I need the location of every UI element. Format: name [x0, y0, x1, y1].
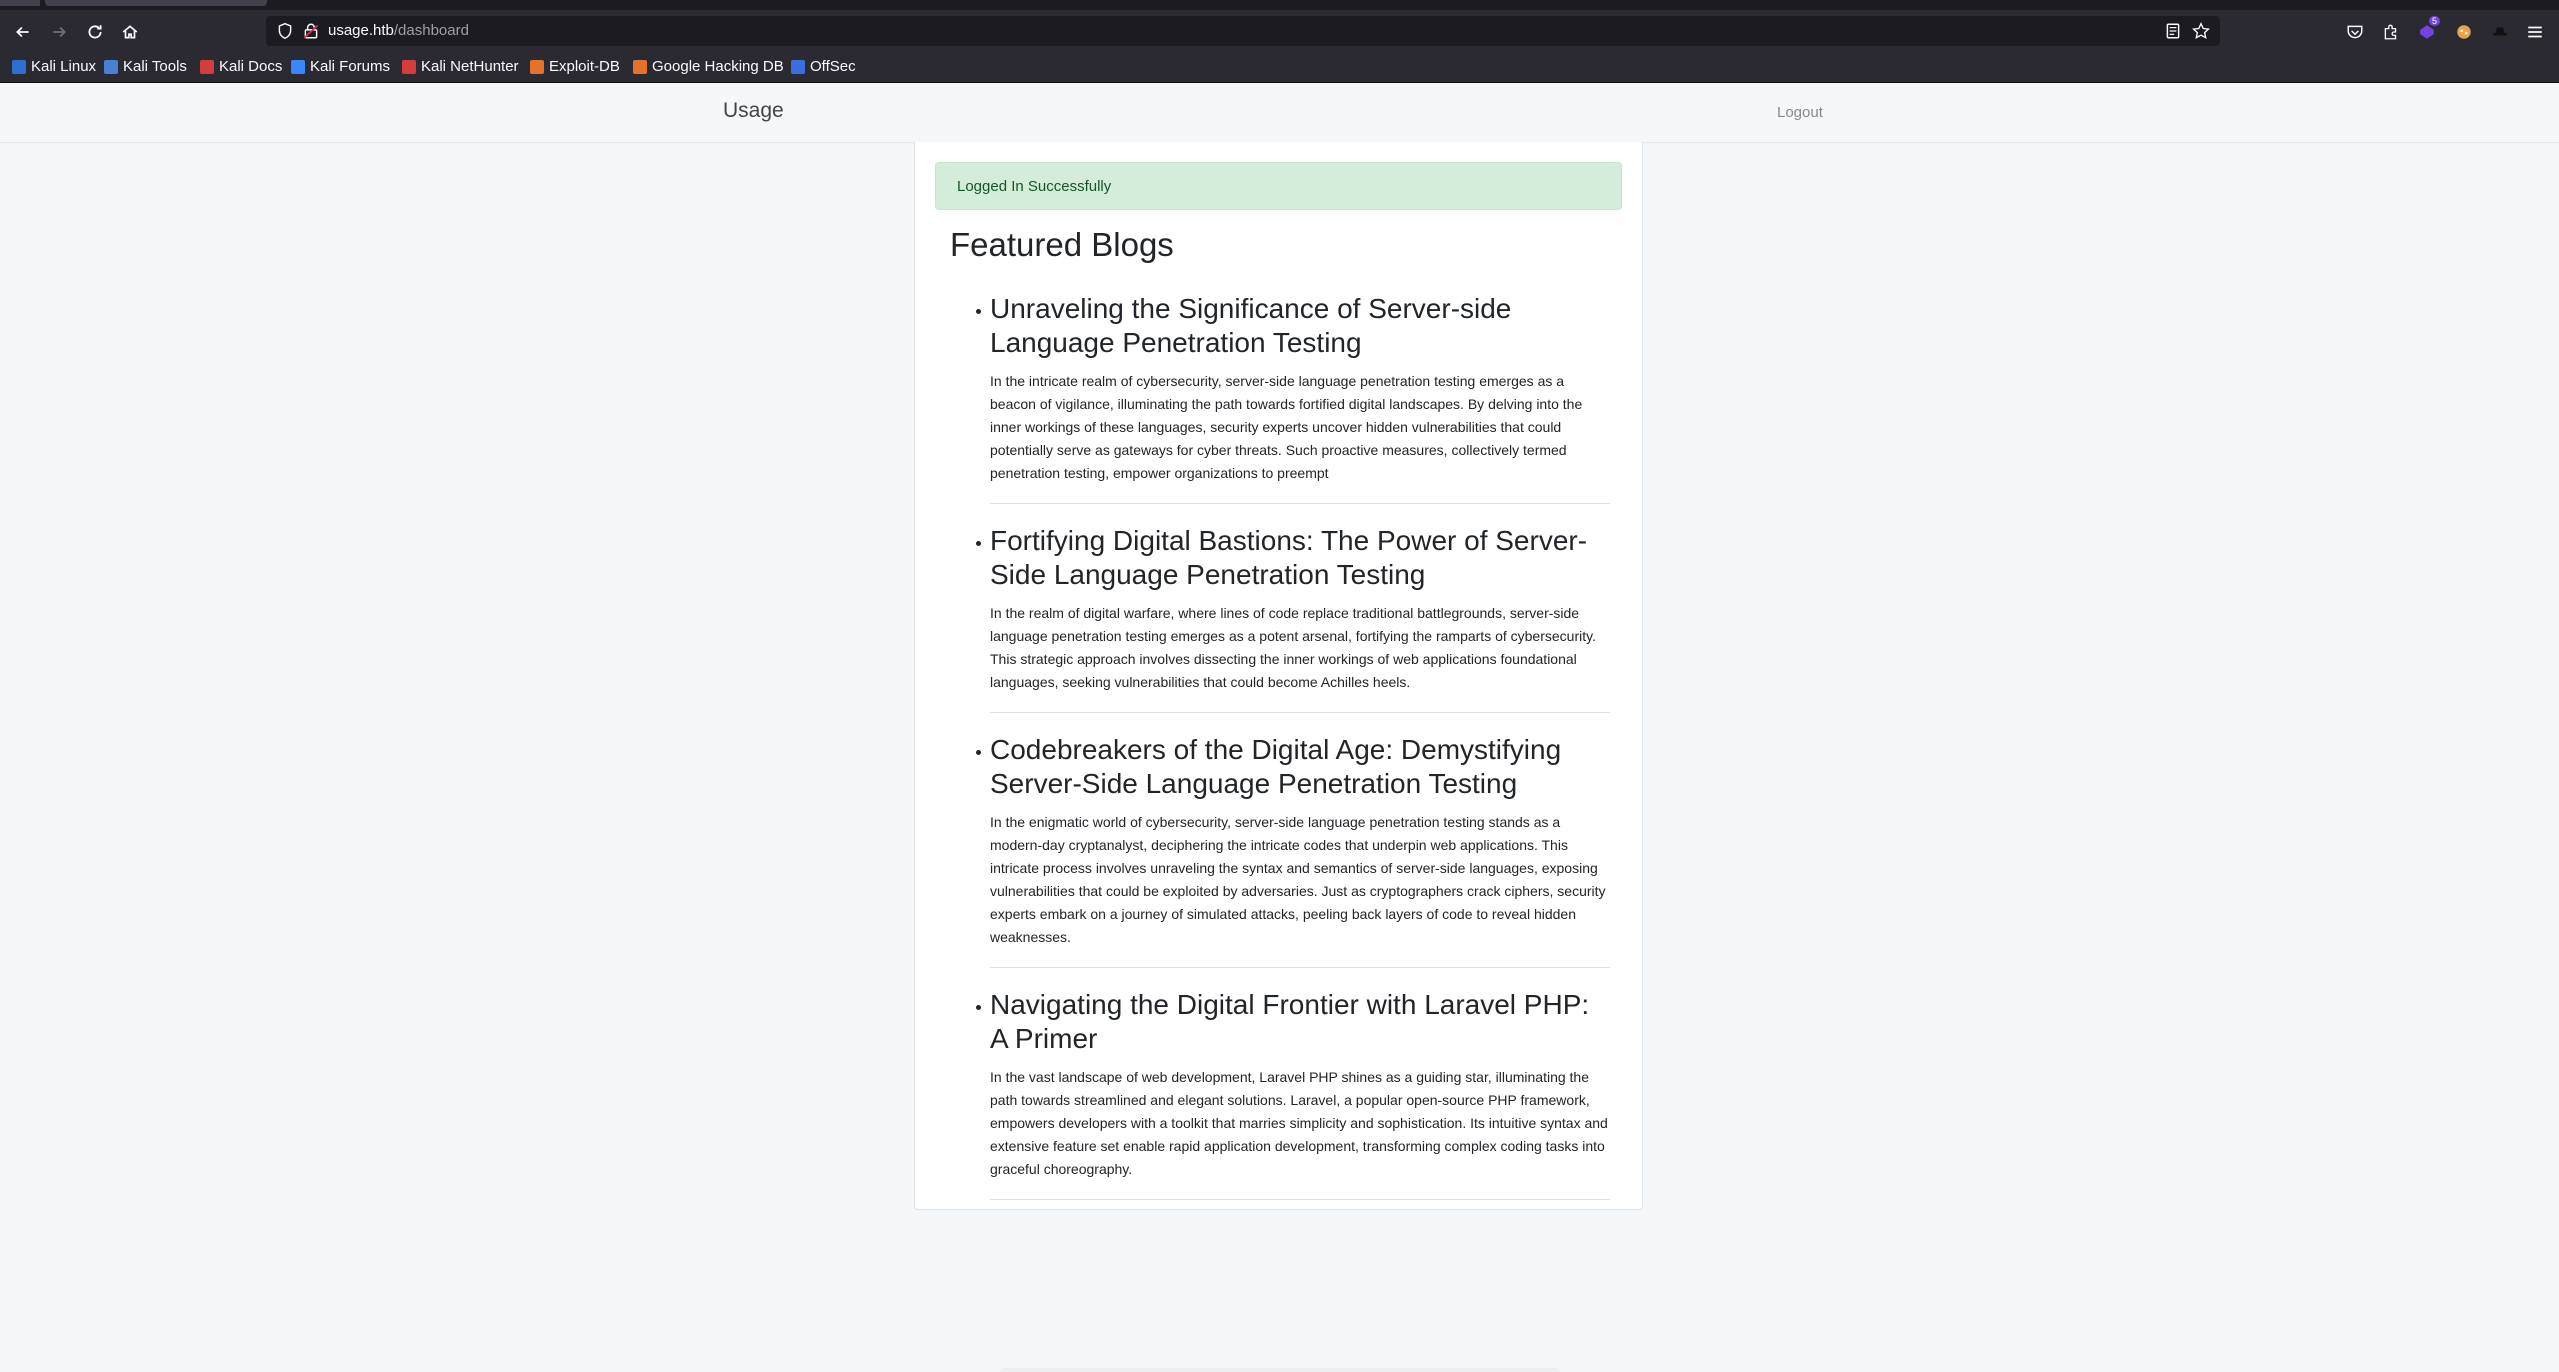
- blog-list: [990, 292, 1610, 1220]
- blog-post-title: Codebreakers of the Digital Age: Demystifying Server-Side Language Penetration Testing: [990, 734, 1562, 799]
- extensions-button[interactable]: [2377, 18, 2405, 46]
- home-icon: [121, 23, 139, 41]
- blog-post: [990, 733, 1610, 968]
- blog-post-body: In the vast landscape of web development, Laravel PHP shines as a guiding star, illuminating the path towards streamlined and elegant solutions. Laravel, a popular open-source PHP framework, empowers developers with a toolkit that marries simplicity and sophistication. Its intuitive syntax and extensive feature set enable rapid application development, transforming complex coding tasks into graceful choreography.: [990, 1069, 1608, 1177]
- exploit-db-icon: [530, 60, 544, 74]
- site-navbar: [0, 83, 2559, 143]
- kali-nethunter-icon: [402, 60, 416, 74]
- site-brand-link[interactable]: Usage: [723, 99, 784, 122]
- bookmark-label: Kali Docs: [219, 58, 283, 75]
- lock-insecure-icon[interactable]: [302, 22, 320, 40]
- url-host: usage.htb: [328, 22, 394, 39]
- bookmark-kali-docs[interactable]: [200, 58, 282, 75]
- blog-post-body: In the enigmatic world of cybersecurity, server-side language penetration testing stands as a modern-day cryptanalyst, deciphering the intricate codes that underpin web applications. This intricate process involves unraveling the syntax and semantics of server-side languages, exposing vulnerabilities that could be exploited by adversaries. Just as cryptographers crack ciphers, security experts embark on a journey of simulated attacks, peeling back layers of code to reveal hidden weaknesses.: [990, 814, 1606, 945]
- bookmark-label: Google Hacking DB: [652, 58, 784, 75]
- extension-foxyproxy-button[interactable]: [2413, 18, 2441, 46]
- extension-orange-icon: [2455, 23, 2473, 41]
- pocket-button[interactable]: [2341, 18, 2369, 46]
- success-alert: [935, 162, 1622, 210]
- alert-message: Logged In Successfully: [957, 178, 1112, 195]
- reload-icon: [86, 23, 104, 41]
- url-path: /dashboard: [393, 22, 469, 39]
- bookmark-label: Kali Tools: [123, 58, 187, 75]
- blog-post-title: Unraveling the Significance of Server-side Language Penetration Testing: [990, 293, 1512, 358]
- pocket-icon: [2346, 23, 2364, 41]
- offsec-icon: [791, 60, 805, 74]
- bookmark-kali-forums[interactable]: [291, 58, 390, 75]
- extension-badge: 5: [2429, 16, 2440, 26]
- kali-tools-icon: [104, 60, 118, 74]
- kali-docs-icon: [200, 60, 214, 74]
- hamburger-menu-icon: [2526, 23, 2544, 41]
- bookmarks-toolbar: [0, 52, 2559, 83]
- blog-post: [990, 988, 1610, 1200]
- forward-arrow-icon: [50, 23, 68, 41]
- dashboard-card: [914, 142, 1643, 1210]
- bookmark-offsec[interactable]: [791, 58, 856, 75]
- footer-edge: [1000, 1368, 1560, 1372]
- kali-dragon-icon: [12, 60, 26, 74]
- shield-icon[interactable]: [276, 22, 294, 40]
- browser-toolbar: [0, 10, 2559, 52]
- bookmark-kali-tools[interactable]: [104, 58, 187, 75]
- extension-hat-icon: [2491, 23, 2509, 41]
- blog-post: [990, 292, 1610, 504]
- back-arrow-icon: [14, 23, 32, 41]
- bookmark-label: OffSec: [810, 58, 856, 75]
- forward-button[interactable]: [45, 18, 73, 46]
- blog-post-body: In the intricate realm of cybersecurity, server-side language penetration testing emerges as a beacon of vigilance, illuminating the path towards fortified digital landscapes. By delving into the inner workings of these languages, security experts uncover hidden vulnerabilities that could potentially serve as gateways for cyber threats. Such proactive measures, collectively termed penetration testing, empower organizations to preempt: [990, 373, 1583, 481]
- bookmark-label: Kali Linux: [31, 58, 97, 75]
- url-bar[interactable]: [266, 16, 2220, 46]
- blog-post-title: Fortifying Digital Bastions: The Power of Server-Side Language Penetration Testing: [990, 525, 1588, 590]
- logout-link[interactable]: Logout: [1777, 104, 1823, 121]
- bookmark-label: Kali Forums: [310, 58, 391, 75]
- bookmark-exploit-db[interactable]: [530, 58, 620, 75]
- blog-post-body: In the realm of digital warfare, where lines of code replace traditional battlegrounds, server-side language penetration testing emerges as a potent arsenal, fortifying the ramparts of cybersecurity. This strategic approach involves dissecting the inner workings of web applications foundational languages, seeking vulnerabilities that could become Achilles heels.: [990, 605, 1596, 690]
- bookmark-google-hacking-db[interactable]: [633, 58, 784, 75]
- bookmark-kali-nethunter[interactable]: [402, 58, 519, 75]
- ghdb-icon: [633, 60, 647, 74]
- puzzle-icon: [2382, 23, 2400, 41]
- bookmark-kali-linux[interactable]: [12, 58, 96, 75]
- url-text[interactable]: [328, 22, 469, 40]
- bookmark-label: Kali NetHunter: [421, 58, 519, 75]
- blog-post: [990, 524, 1610, 713]
- back-button[interactable]: [9, 18, 37, 46]
- kali-forums-icon: [291, 60, 305, 74]
- page-title: Featured Blogs: [950, 226, 1174, 263]
- tab-pinned[interactable]: [0, 0, 40, 6]
- extension-cookie-button[interactable]: [2450, 18, 2478, 46]
- bookmark-label: Exploit-DB: [549, 58, 620, 75]
- menu-button[interactable]: [2521, 18, 2549, 46]
- tab-strip: [0, 0, 2559, 10]
- tab-active[interactable]: [45, 0, 267, 6]
- reader-view-icon[interactable]: [2164, 22, 2182, 40]
- extension-hat-button[interactable]: [2486, 18, 2514, 46]
- bookmark-star-icon[interactable]: [2192, 22, 2210, 40]
- home-button[interactable]: [116, 18, 144, 46]
- blog-post-title: Navigating the Digital Frontier with Laravel PHP: A Primer: [990, 989, 1590, 1054]
- reload-button[interactable]: [81, 18, 109, 46]
